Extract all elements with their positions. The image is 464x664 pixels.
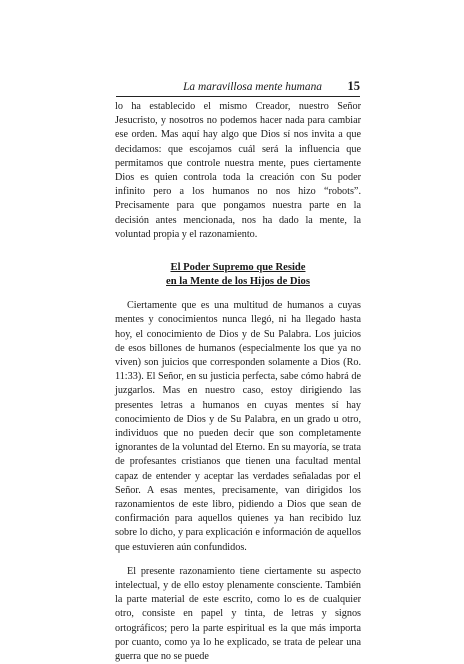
page-body	[115, 100, 361, 664]
page-header	[116, 78, 360, 97]
paragraph-2: Ciertamente que es una multitud de humanos a cuyas mentes y conocimientos nunca llegó, ni ha llegado hasta hoy, el conocimiento de Dios y de Su Palabra. Los juicios de esos billones de humanos (especialmente los que ya no viven) son juicios que corresponden solamente a Dios (Ro. 11:33). El Señor, en su justicia perfecta, sabe cómo habrá de juzgarlos. Mas en nuestro caso, estoy dirigiendo las presentes letras a humanos en cuyas mentes sí hay conocimiento de Dios y de Su Palabra, en un grado u otro, individuos que no pueden decir que son completamente ignorantes de la voluntad del Eterno. En su mayoría, se trata de profesantes cristianos que tienen una facultad mental capaz de entender y aceptar las verdades señaladas por el Señor. A esas mentes, precisamente, van dirigidos los razonamientos de este libro, pidiendo a Dios que sean de confirmación para aquellos quienes ya han recibido luz sobre lo dicho, y para explicación e información de aquellos que estuvieren aún confundidos.	[115, 300, 361, 553]
section-heading-line-1: El Poder Supremo que Reside	[170, 262, 306, 274]
section-heading	[115, 261, 361, 288]
page-number: 15	[347, 79, 360, 93]
paragraph-3: El presente razonamiento tiene ciertamente su aspecto intelectual, y de ello estoy plenamente consciente. También la parte material de este escrito, como lo es de cualquier otro, consiste en papel y tinta, de letras y signos ortográficos; pero la parte espiritual es la que más importa por cuanto, como ya lo he explicado, se trata de pelear una guerra que no se puede	[115, 565, 361, 663]
running-title: La maravillosa mente humana	[183, 81, 322, 93]
section-heading-line-2: en la Mente de los Hijos de Dios	[166, 275, 310, 287]
paragraph-1: lo ha establecido el mismo Creador, nuestro Señor Jesucristo, y nosotros no podemos hacer nada para cambiar ese orden. Mas aquí hay algo que Dios sí nos invita a que decidamos: que escojamos cuál será la influencia que permitamos que controle nuestra mente, pues ciertamente Dios es quien controla toda la creación con Su poder infinito pero a los humanos no nos hizo “robots”. Precisamente para que pongamos nuestra parte en la decisión antes mencionada, nos ha dado la mente, la voluntad propia y el razonamiento.	[115, 101, 361, 240]
